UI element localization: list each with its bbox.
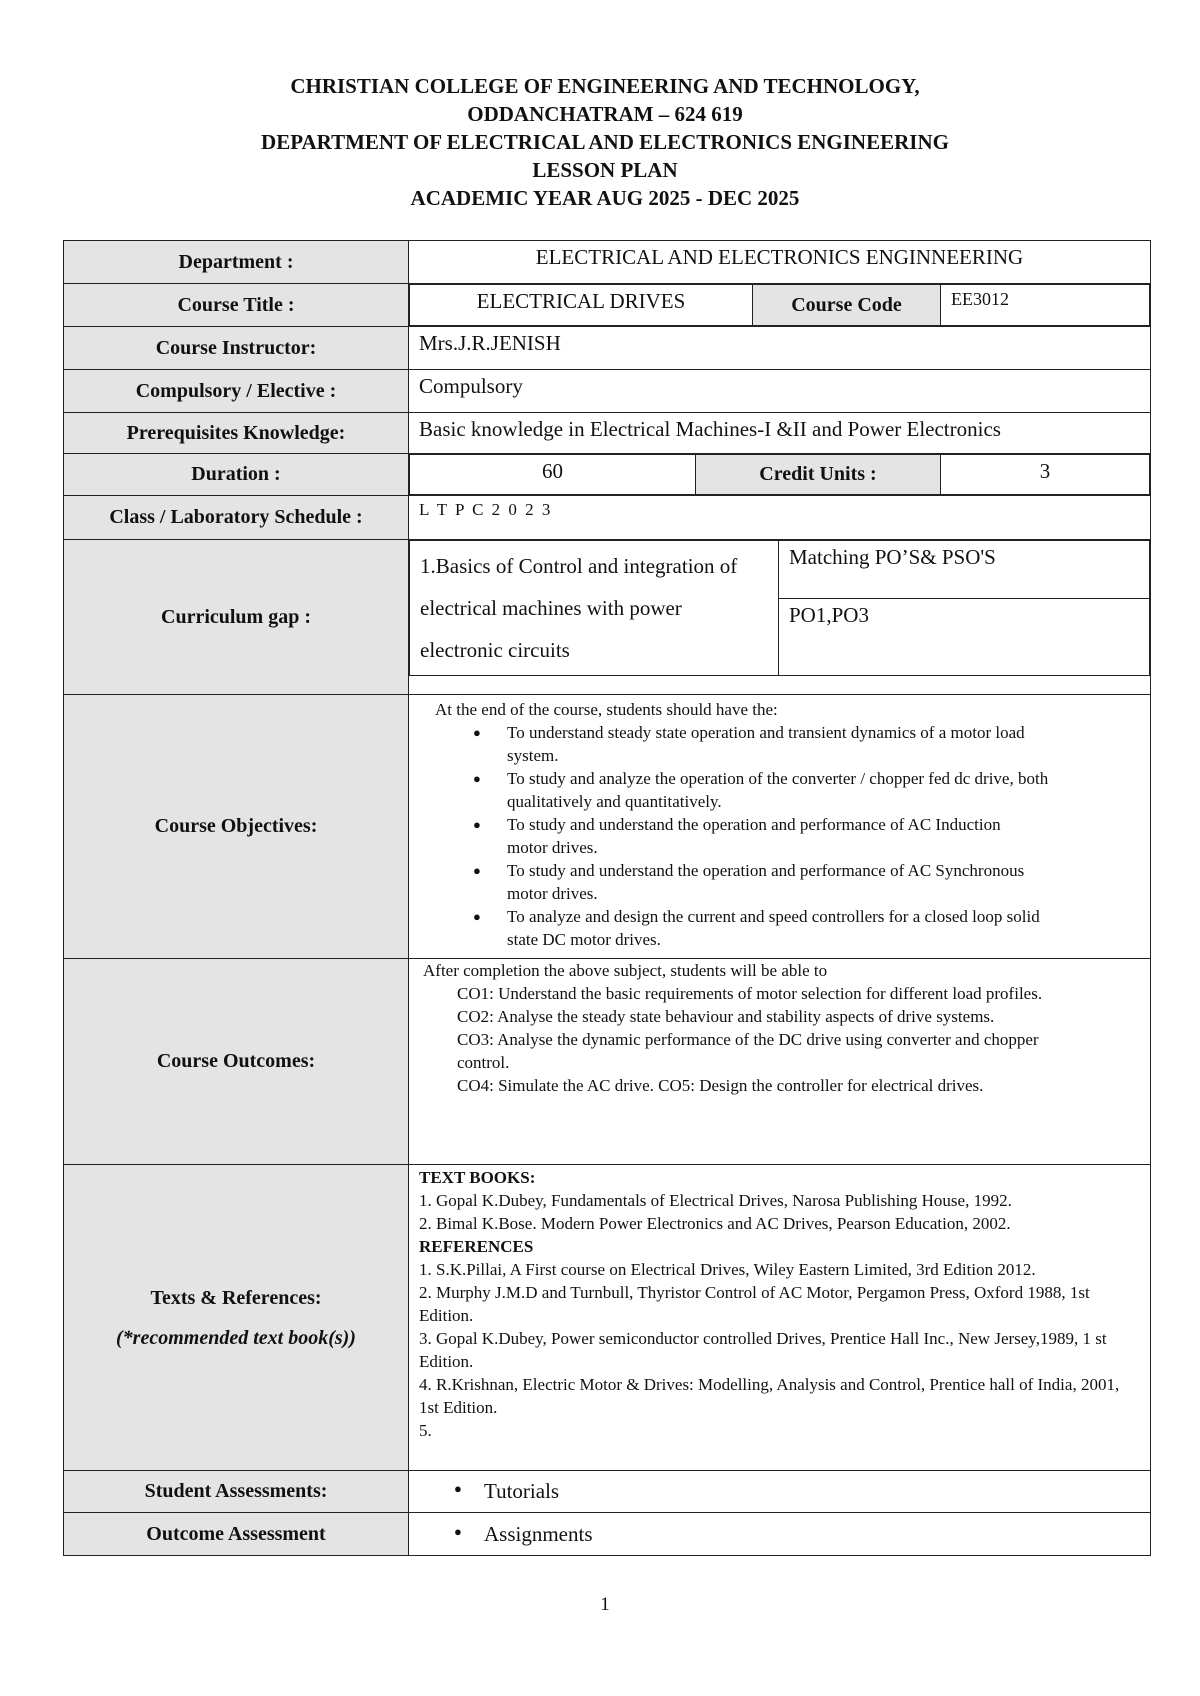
objectives-label: Course Objectives:: [64, 695, 409, 959]
objective-item: ● To analyze and design the current and speed controllers for a closed loop solid state DC motor drives.: [507, 905, 1067, 951]
department-heading: DEPARTMENT OF ELECTRICAL AND ELECTRONICS ENGINEERING: [261, 130, 949, 154]
prerequisites-value: Basic knowledge in Electrical Machines-I &II and Power Electronics: [409, 413, 1151, 454]
row-instructor: [64, 327, 1151, 370]
course-code-label: Course Code: [753, 285, 941, 326]
college-name: CHRISTIAN COLLEGE OF ENGINEERING AND TECHNOLOGY,: [290, 74, 920, 98]
compulsory-label: Compulsory / Elective :: [64, 370, 409, 413]
outcomes-label: Course Outcomes:: [64, 959, 409, 1165]
reference-item: 3. Gopal K.Dubey, Power semiconductor controlled Drives, Prentice Hall Inc., New Jersey,1989, 1 st Edition.: [419, 1329, 1107, 1371]
duration-value: 60: [410, 455, 696, 495]
document-title: LESSON PLAN: [532, 158, 678, 182]
curriculum-gap-cell: [409, 540, 1151, 695]
textbooks-heading: TEXT BOOKS:: [419, 1168, 536, 1187]
student-assessment-label: Student Assessments:: [64, 1471, 409, 1513]
outcomes-intro: After completion the above subject, students will be able to: [423, 961, 828, 980]
lesson-plan-table: [63, 240, 1151, 1556]
row-outcomes: [64, 959, 1151, 1165]
course-title-value: ELECTRICAL DRIVES: [410, 285, 753, 326]
academic-year: ACADEMIC YEAR AUG 2025 - DEC 2025: [410, 186, 800, 210]
outcome-item: CO4: Simulate the AC drive. CO5: Design the controller for electrical drives.: [457, 1076, 984, 1095]
row-duration: [64, 454, 1151, 496]
outcome-item: CO1: Understand the basic requirements of motor selection for different load profiles.: [457, 984, 1043, 1003]
row-department: [64, 241, 1151, 284]
reference-item: 4. R.Krishnan, Electric Motor & Drives: Modelling, Analysis and Control, Prentice hall of India, 2001, 1st Edition.: [419, 1375, 1120, 1417]
outcome-assessment-value: ● Assignments: [409, 1522, 1150, 1547]
outcome-item: CO3: Analyse the dynamic performance of the DC drive using converter and chopper control.: [457, 1030, 1039, 1072]
row-course-title: [64, 284, 1151, 327]
department-value: ELECTRICAL AND ELECTRONICS ENGINNEERING: [409, 241, 1151, 284]
curriculum-gap-label: Curriculum gap :: [64, 540, 409, 695]
matching-po-label: Matching PO’S& PSO'S: [779, 541, 1150, 599]
reference-item: 2. Murphy J.M.D and Turnbull, Thyristor Control of AC Motor, Pergamon Press, Oxford 1988, 1st Edition.: [419, 1283, 1090, 1325]
reference-item: 5.: [419, 1421, 432, 1440]
texts-label: Texts & References:: [150, 1286, 322, 1309]
references-heading: REFERENCES: [419, 1237, 534, 1256]
prerequisites-label: Prerequisites Knowledge:: [64, 413, 409, 454]
objectives-intro: At the end of the course, students should have the:: [435, 700, 778, 719]
texts-sublabel: (*recommended text book(s)): [116, 1326, 356, 1349]
matching-po-value: PO1,PO3: [779, 599, 1150, 676]
page-number: 1: [600, 1594, 610, 1615]
curriculum-gap-text: 1.Basics of Control and integration of electrical machines with power electronic circuits: [410, 541, 779, 676]
objective-item: ● To study and analyze the operation of the converter / chopper fed dc drive, both qualitatively and quantitatively.: [507, 767, 1067, 813]
textbook-item: 1. Gopal K.Dubey, Fundamentals of Electrical Drives, Narosa Publishing House, 1992.: [419, 1191, 1012, 1210]
student-assessment-value: ● Tutorials: [409, 1479, 1150, 1504]
course-title-cell: [409, 284, 1151, 327]
outcome-item: CO2: Analyse the steady state behaviour and stability aspects of drive systems.: [457, 1007, 995, 1026]
college-location: ODDANCHATRAM – 624 619: [467, 102, 743, 126]
outcomes-cell: [409, 959, 1151, 1165]
objectives-list: [435, 721, 1140, 951]
row-compulsory: [64, 370, 1151, 413]
row-prerequisites: [64, 413, 1151, 454]
course-title-label: Course Title :: [64, 284, 409, 327]
row-student-assessment: [64, 1471, 1151, 1513]
credit-units-label: Credit Units :: [696, 455, 941, 495]
objectives-cell: [409, 695, 1151, 959]
duration-label: Duration :: [64, 454, 409, 496]
row-texts: [64, 1165, 1151, 1471]
course-code-value: EE3012: [941, 285, 1150, 326]
duration-cell: [409, 454, 1151, 496]
schedule-label: Class / Laboratory Schedule :: [64, 496, 409, 540]
document-header: [0, 72, 1200, 212]
compulsory-value: Compulsory: [409, 370, 1151, 413]
textbook-item: 2. Bimal K.Bose. Modern Power Electronics and AC Drives, Pearson Education, 2002.: [419, 1214, 1011, 1233]
objective-item: ● To understand steady state operation and transient dynamics of a motor load system.: [507, 721, 1047, 767]
outcome-assessment-cell: [409, 1513, 1151, 1556]
department-label: Department :: [64, 241, 409, 284]
instructor-value: Mrs.J.R.JENISH: [409, 327, 1151, 370]
row-schedule: [64, 496, 1151, 540]
objective-item: ● To study and understand the operation and performance of AC Synchronous motor drives.: [507, 859, 1027, 905]
row-curriculum-gap: [64, 540, 1151, 695]
row-objectives: [64, 695, 1151, 959]
instructor-label: Course Instructor:: [64, 327, 409, 370]
texts-label-cell: [64, 1165, 409, 1471]
row-outcome-assessment: [64, 1513, 1151, 1556]
schedule-value: L T P C 2 0 2 3: [409, 496, 1151, 540]
credit-units-value: 3: [941, 455, 1150, 495]
student-assessment-cell: [409, 1471, 1151, 1513]
reference-item: 1. S.K.Pillai, A First course on Electrical Drives, Wiley Eastern Limited, 3rd Edition 2012.: [419, 1260, 1036, 1279]
objective-item: ● To study and understand the operation and performance of AC Induction motor drives.: [507, 813, 1027, 859]
texts-cell: [409, 1165, 1151, 1471]
outcome-assessment-label: Outcome Assessment: [64, 1513, 409, 1556]
